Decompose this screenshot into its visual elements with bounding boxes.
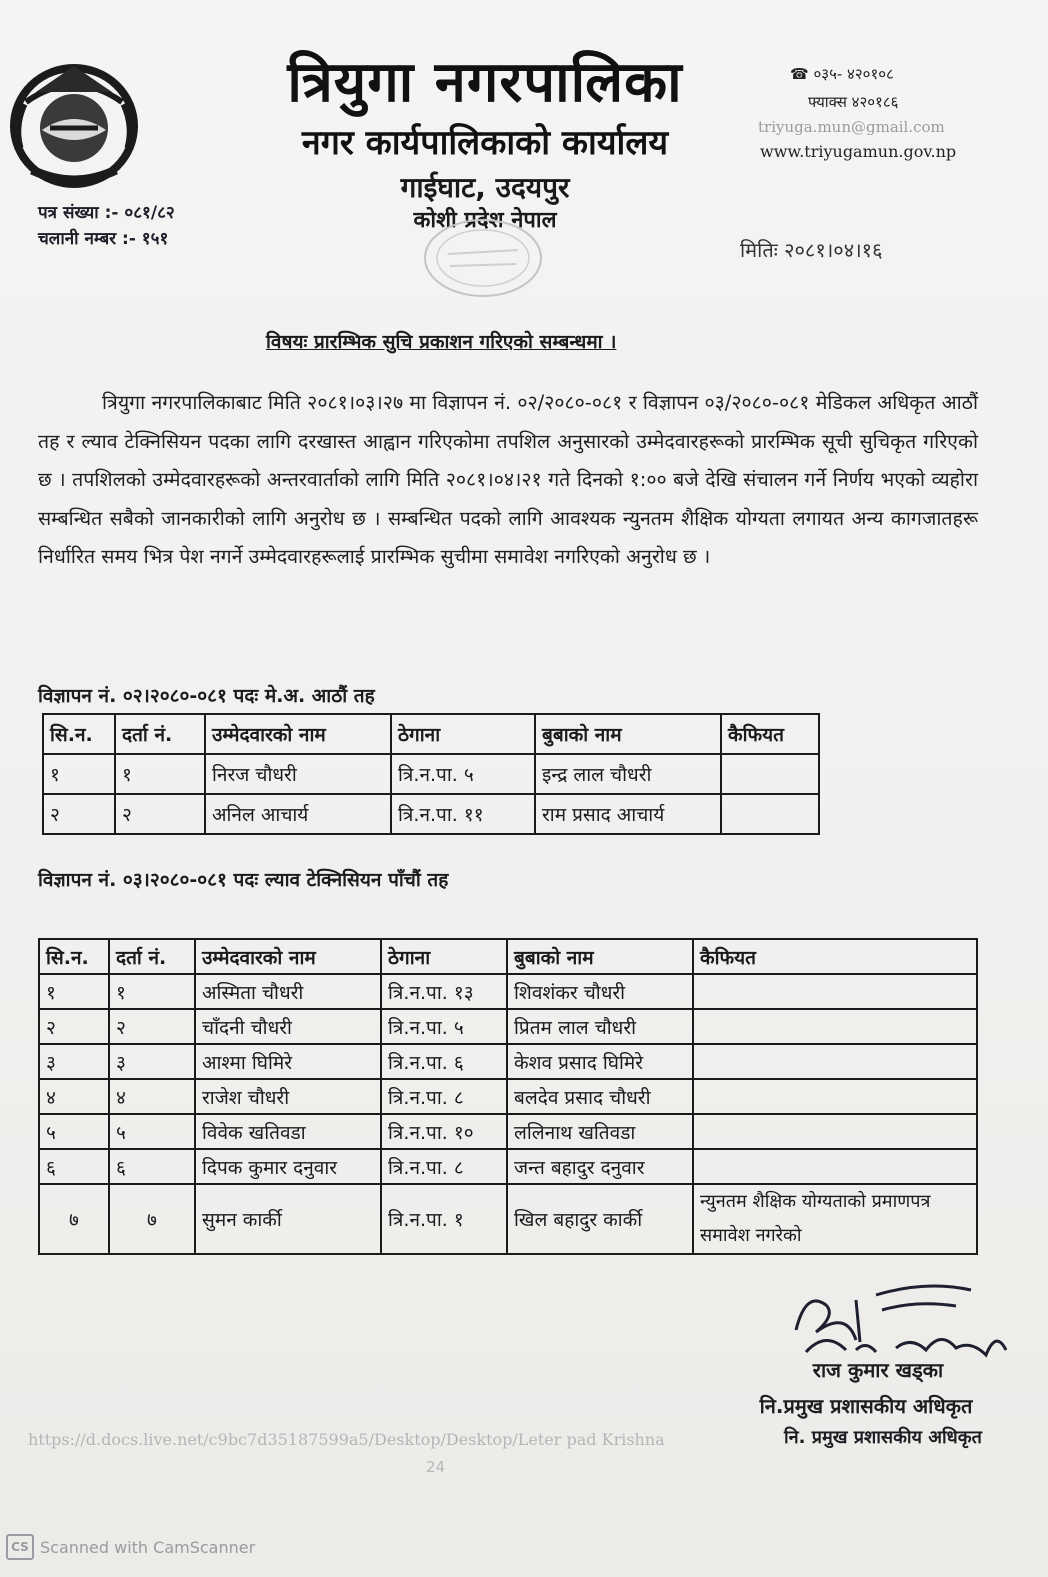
column-header: उम्मेदवारको नाम: [195, 939, 381, 974]
column-header: कैफियत: [693, 939, 977, 974]
website-address: www.triyugamun.gov.np: [760, 142, 957, 161]
table-cell-remark: न्युनतम शैक्षिक योग्यताको प्रमाणपत्र समावेश नगरेको: [693, 1184, 977, 1254]
table-cell: ५: [39, 1114, 109, 1149]
column-header: दर्ता नं.: [109, 939, 195, 974]
office-province: कोशी प्रदेश नेपाल: [413, 208, 557, 233]
column-header: ठेगाना: [391, 714, 535, 754]
table-cell: त्रि.न.पा. १३: [381, 974, 507, 1009]
table-cell: विवेक खतिवडा: [195, 1114, 381, 1149]
table-cell: ४: [109, 1079, 195, 1114]
table-cell: बलदेव प्रसाद चौधरी: [507, 1079, 693, 1114]
table-cell: २: [109, 1009, 195, 1044]
table-row: [43, 794, 819, 834]
phone-number: ०३५- ४२०१०८: [813, 65, 894, 83]
column-header: बुबाको नाम: [507, 939, 693, 974]
municipality-emblem-icon: [6, 58, 142, 190]
table-cell: जन्त बहादुर दनुवार: [507, 1149, 693, 1184]
footer-file-path: https://d.docs.live.net/c9bc7d35187599a5/Desktop/Desktop/Leter pad Krishna: [28, 1430, 665, 1449]
table-cell: त्रि.न.पा. ५: [381, 1009, 507, 1044]
table-cell: १: [109, 974, 195, 1009]
table-cell: दिपक कुमार दनुवार: [195, 1149, 381, 1184]
table-row: [39, 1079, 977, 1114]
table-cell: ३: [39, 1044, 109, 1079]
table-row: [39, 1009, 977, 1044]
signatory-title: नि.प्रमुख प्रशासकीय अधिकृत: [759, 1394, 973, 1418]
table-cell: त्रि.न.पा. ६: [381, 1044, 507, 1079]
table-cell: ७: [109, 1184, 195, 1254]
table-cell: इन्द्र लाल चौधरी: [535, 754, 721, 794]
table-row: [39, 1184, 977, 1254]
handwritten-signature: [786, 1270, 1018, 1370]
table-cell: राम प्रसाद आचार्य: [535, 794, 721, 834]
table-cell: केशव प्रसाद घिमिरे: [507, 1044, 693, 1079]
table-cell: [693, 1149, 977, 1184]
table-cell: त्रि.न.पा. ८: [381, 1079, 507, 1114]
table-cell: [721, 794, 819, 834]
signatory-name: राज कुमार खड्का: [812, 1358, 944, 1382]
table-cell: २: [115, 794, 205, 834]
table-cell: त्रि.न.पा. १०: [381, 1114, 507, 1149]
table-cell: १: [115, 754, 205, 794]
scanner-text: Scanned with CamScanner: [40, 1537, 256, 1557]
table-cell: [693, 1044, 977, 1079]
table-cell: अनिल आचार्य: [205, 794, 391, 834]
letter-subject: विषयः प्रारम्भिक सुचि प्रकाशन गरिएको सम्बन्धमा ।: [266, 331, 617, 353]
table-row: [43, 754, 819, 794]
table-cell: खिल बहादुर कार्की: [507, 1184, 693, 1254]
letter-date: मितिः २०८१।०४।१६: [740, 238, 883, 262]
column-header: सि.न.: [39, 939, 109, 974]
table-cell: ललिनाथ खतिवडा: [507, 1114, 693, 1149]
column-header: कैफियत: [721, 714, 819, 754]
table-header-row: [43, 714, 819, 754]
table-cell: त्रि.न.पा. १: [381, 1184, 507, 1254]
table-row: [39, 1114, 977, 1149]
email-address: triyuga.mun@gmail.com: [758, 118, 945, 136]
table-cell: सुमन कार्की: [195, 1184, 381, 1254]
footer-signatory-title: नि. प्रमुख प्रशासकीय अधिकृत: [784, 1427, 982, 1448]
table-cell: चाँदनी चौधरी: [195, 1009, 381, 1044]
column-header: उम्मेदवारको नाम: [205, 714, 391, 754]
table-cell: त्रि.न.पा. ८: [381, 1149, 507, 1184]
table-cell: [721, 754, 819, 794]
table-cell: ५: [109, 1114, 195, 1149]
table-cell: ७: [39, 1184, 109, 1254]
column-header: दर्ता नं.: [115, 714, 205, 754]
section-heading-advert-02: विज्ञापन नं. ०२।२०८०-०८१ पदः मे.अ. आठौं तह: [38, 685, 375, 707]
table-header-row: [39, 939, 977, 974]
letter-number: पत्र संख्या :- ०८१/८२: [38, 203, 175, 223]
table-cell: [693, 974, 977, 1009]
table-cell: त्रि.न.पा. ५: [391, 754, 535, 794]
table-cell: ६: [39, 1149, 109, 1184]
table-cell: प्रितम लाल चौधरी: [507, 1009, 693, 1044]
table-cell: [693, 1079, 977, 1114]
column-header: बुबाको नाम: [535, 714, 721, 754]
column-header: ठेगाना: [381, 939, 507, 974]
camscanner-logo-icon: CS: [6, 1534, 34, 1560]
phone-icon: ☎: [790, 65, 809, 83]
section-heading-advert-03: विज्ञापन नं. ०३।२०८०-०८१ पदः ल्याव टेक्निसियन पाँचौं तह: [38, 869, 449, 891]
footer-page-number: 24: [426, 1458, 446, 1476]
fax-number: फ्याक्स ४२०१८६: [808, 93, 899, 111]
table-cell: अस्मिता चौधरी: [195, 974, 381, 1009]
table-cell: २: [43, 794, 115, 834]
column-header: सि.न.: [43, 714, 115, 754]
table-cell: १: [43, 754, 115, 794]
table-cell: शिवशंकर चौधरी: [507, 974, 693, 1009]
office-stamp-icon: [418, 214, 548, 302]
table-row: [39, 974, 977, 1009]
municipality-title: त्रियुगा नगरपालिका: [287, 50, 683, 115]
office-title: नगर कार्यपालिकाको कार्यालय: [301, 123, 669, 163]
table-cell: ६: [109, 1149, 195, 1184]
phone-line: [790, 64, 894, 84]
office-location: गाईघाट, उदयपुर: [400, 171, 570, 204]
candidate-table-lab-technician: [38, 938, 978, 1255]
table-cell: त्रि.न.पा. ११: [391, 794, 535, 834]
dispatch-number: चलानी नम्बर :- १५१: [38, 229, 169, 249]
table-cell: [693, 1009, 977, 1044]
table-cell: ४: [39, 1079, 109, 1114]
table-row: [39, 1149, 977, 1184]
table-cell: राजेश चौधरी: [195, 1079, 381, 1114]
table-cell: निरज चौधरी: [205, 754, 391, 794]
table-cell: २: [39, 1009, 109, 1044]
table-cell: [693, 1114, 977, 1149]
candidate-table-medical-officer: [42, 713, 820, 835]
table-cell: ३: [109, 1044, 195, 1079]
table-row: [39, 1044, 977, 1079]
table-cell: आश्मा घिमिरे: [195, 1044, 381, 1079]
letter-body: त्रियुगा नगरपालिकाबाट मिति २०८१।०३।२७ मा विज्ञापन नं. ०२/२०८०-०८१ र विज्ञापन ०३/२०८०-०८१ मेडिकल अधिकृत आठौं तह र ल्याव टेक्निसियन पदका लागि दरखास्त आह्वान गरिएकोमा तपशिल अनुसारको उम्मेदवारहरूको प्रारम्भिक सूची सुचिकृत गरिएको छ । तपशिलको उम्मेदवारहरूको अन्तरवार्ताको लागि मिति २०८१।०४।२१ गते दिनको १:०० बजे देखि संचालन गर्ने निर्णय भएको व्यहोरा सम्बन्धित सबैको जानकारीको लागि अनुरोध छ । सम्बन्धित पदको लागि आवश्यक न्युनतम शैक्षिक योग्यता लगायत अन्य कागजातहरू निर्धारित समय भित्र पेश नगर्ने उम्मेदवारहरूलाई प्रारम्भिक सुचीमा समावेश नगरिएको अनुरोध छ ।: [38, 391, 978, 569]
table-cell: १: [39, 974, 109, 1009]
scanner-watermark: [6, 1534, 255, 1560]
